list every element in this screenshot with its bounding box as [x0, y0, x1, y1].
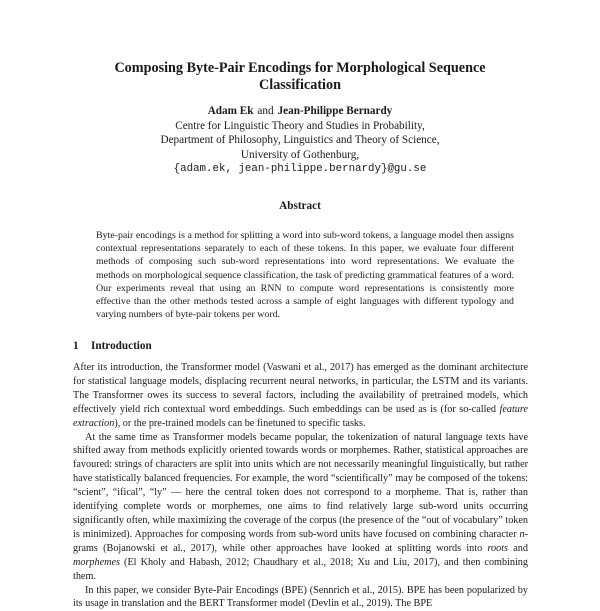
section-title: Introduction: [91, 340, 152, 352]
abstract-text: Byte-pair encodings is a method for splitting a word into sub-word tokens, a language model then assigns contextual representations separately to each of these tokens. In this paper, we evaluate four different methods of composing such sub-word representations into word representations. We evaluate the methods on morphological sequence classification, the task of predicting grammatical features of a word. Our experiments reveal that using an RNN to compute word representations is consistently more effective than the other methods tested across a sample of eight languages with different typology and varying numbers of byte-pair tokens per word.: [96, 229, 514, 321]
author-names: [60, 104, 540, 119]
paragraph-3: In this paper, we consider Byte-Pair Encodings (BPE) (Sennrich et al., 2015). BPE has been popularized by its usage in translation and the BERT Transformer model (Devlin et al., 2019). The BPE: [73, 584, 528, 611]
emphasis-feature-extraction: feature extraction: [73, 404, 528, 429]
author-block: [60, 104, 540, 177]
paragraph-2: At the same time as Transformer models became popular, the tokenization of natural language texts have shifted away from methods explicitly oriented towards words or morphemes. Rather, statistical approaches are favoured: strings of characters are split into units which are not necessarily meaningful linguistically, but rather have statistically balanced frequencies. For example, the word “scientifically” may be composed of the tokens: “scient”, “ifical”, “ly” — here the central token does not correspond to a morpheme. That is, rather than identifying complete words or morphemes, one aims to find relatively large sub-word units occurring significantly often, while maximizing the coverage of the corpus (the presence of the “out of vocabulary” token is minimized). Approaches for composing words from sub-word units have focused on combining character n-grams (Bojanowski et al., 2017), while other approaches have looked at splitting words into roots and morphemes (El Kholy and Habash, 2012; Chaudhary et al., 2018; Xu and Liu, 2017), and then combining them.: [73, 431, 528, 584]
author-emails: {adam.ek, jean-philippe.bernardy}@gu.se: [60, 162, 540, 177]
emphasis-morphemes: morphemes: [73, 557, 120, 568]
paragraph-1: After its introduction, the Transformer model (Vaswani et al., 2017) has emerged as the dominant architecture for statistical language models, displacing recurrent neural networks, in particular, the LSTM and its variants. The Transformer owes its success to several factors, including the availability of pretrained models, which effectively yield rich contextual word embeddings. Such embeddings can be used as is (for so-called feature extraction), or the pre-trained models can be finetuned to specific tasks.: [73, 361, 528, 431]
introduction-body: [73, 361, 528, 611]
affiliation-line-3: University of Gothenburg,: [60, 148, 540, 163]
affiliation-line-2: Department of Philosophy, Linguistics and Theory of Science,: [60, 133, 540, 148]
paper-title: [60, 60, 540, 94]
author-and: and: [253, 105, 277, 117]
author-2: Jean-Philippe Bernardy: [278, 105, 393, 117]
author-1: Adam Ek: [208, 105, 254, 117]
emphasis-roots: roots: [487, 543, 508, 554]
paper-title-line-2: Classification: [259, 77, 341, 93]
affiliation-line-1: Centre for Linguistic Theory and Studies in Probability,: [60, 119, 540, 134]
section-number: 1: [73, 340, 91, 352]
paper-title-line-1: Composing Byte-Pair Encodings for Morphological Sequence: [114, 60, 485, 76]
abstract-heading: Abstract: [60, 200, 540, 212]
emphasis-n: n: [520, 529, 525, 540]
section-heading-introduction: [73, 340, 152, 352]
